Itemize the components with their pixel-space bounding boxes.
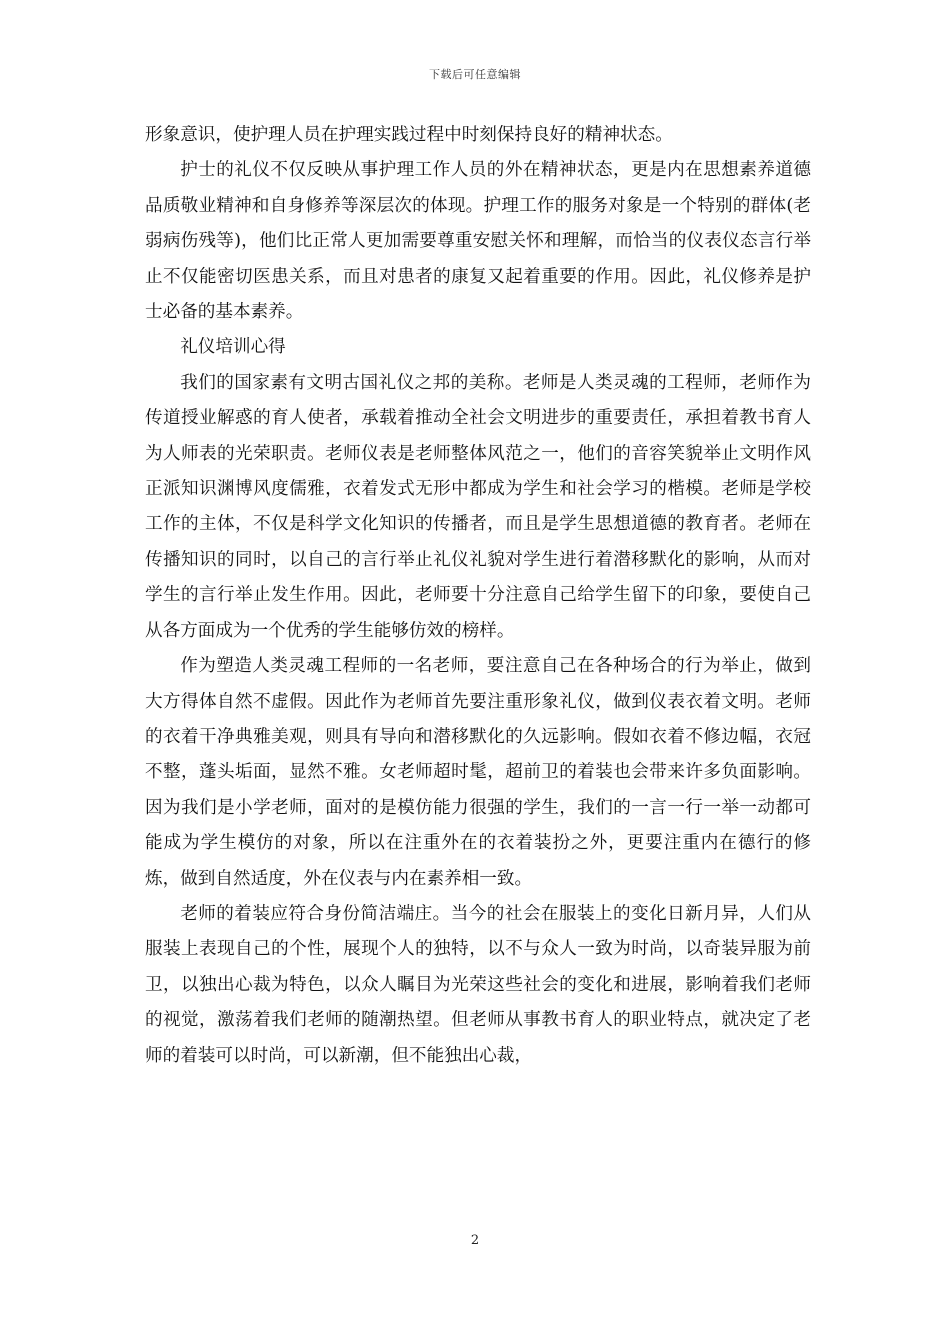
paragraph-5: 老师的着装应符合身份简洁端庄。当今的社会在服装上的变化日新月异，人们从服装上表现自己的个性，展现个人的独特，以不与众人一致为时尚，以奇装异服为前卫，以独出心裁为特色，以众人瞩目为光荣这些社会的变化和进展，影响着我们老师的视觉，激荡着我们老师的随潮热望。但老师从事教书育人的职业特点，就决定了老师的着装可以时尚，可以新潮，但不能独出心裁，: [145, 903, 811, 1066]
paragraph-4: 作为塑造人类灵魂工程师的一名老师，要注意自己在各种场合的行为举止，做到大方得体自然不虚假。因此作为老师首先要注重形象礼仪，做到仪表衣着文明。老师的衣着干净典雅美观，则具有导向和潜移默化的久远影响。假如衣着不修边幅，衣冠不整，蓬头垢面，显然不雅。女老师超时髦，超前卫的着装也会带来许多负面影响。因为我们是小学老师，面对的是模仿能力很强的学生，我们的一言一行一举一动都可能成为学生模仿的对象，所以在注重外在的衣着装扮之外，更要注重内在德行的修炼，做到自然适度，外在仪表与内在素养相一致。: [145, 656, 811, 889]
section-heading: 礼仪培训心得: [180, 337, 286, 358]
page-header: 下载后可任意编辑: [429, 68, 521, 81]
paragraph-3: 我们的国家素有文明古国礼仪之邦的美称。老师是人类灵魂的工程师，老师作为传道授业解惑的育人使者，承载着推动全社会文明进步的重要责任，承担着教书育人为人师表的光荣职责。老师仪表是老师整体风范之一，他们的音容笑貌举止文明作风正派知识渊博风度儒雅，衣着发式无形中都成为学生和社会学习的楷模。老师是学校工作的主体，不仅是科学文化知识的传播者，而且是学生思想道德的教育者。老师在传播知识的同时，以自己的言行举止礼仪礼貌对学生进行着潜移默化的影响，从而对学生的言行举止发生作用。因此，老师要十分注意自己给学生留下的印象，要使自己从各方面成为一个优秀的学生能够仿效的榜样。: [145, 372, 811, 641]
document-body: [145, 118, 811, 1074]
paragraph-1: 形象意识，使护理人员在护理实践过程中时刻保持良好的精神状态。: [145, 125, 673, 145]
page-number: 2: [470, 1233, 480, 1248]
paragraph-2: 护士的礼仪不仅反映从事护理工作人员的外在精神状态，更是内在思想素养道德品质敬业精神和自身修养等深层次的体现。护理工作的服务对象是一个特别的群体(老弱病伤残等)，他们比正常人更加需要尊重安慰关怀和理解，而恰当的仪表仪态言行举止不仅能密切医患关系，而且对患者的康复又起着重要的作用。因此，礼仪修养是护士必备的基本素养。: [145, 160, 811, 323]
